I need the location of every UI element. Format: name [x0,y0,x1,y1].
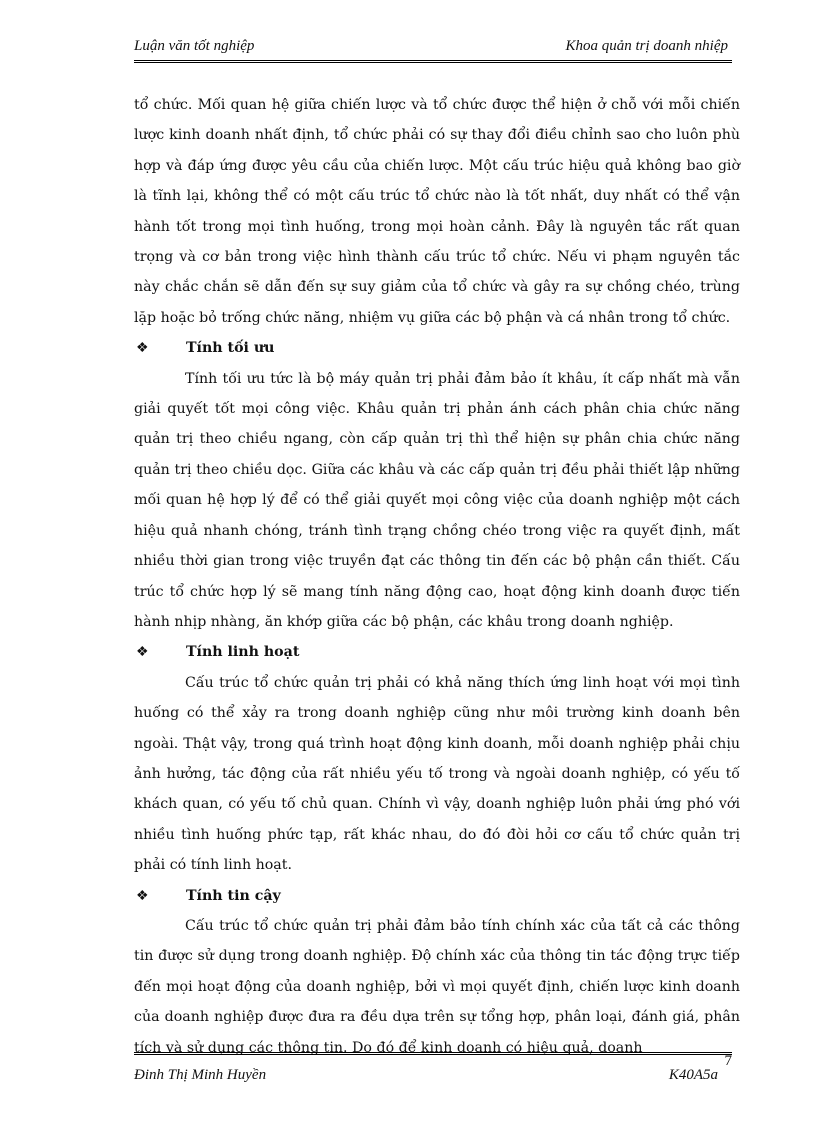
heading-text: Tính linh hoạt [186,644,300,661]
diamond-bullet-icon: ❖ [136,887,149,904]
paragraph-tin-cay: Cấu trúc tổ chức quản trị phải đảm bảo tính chính xác của tất cả các thông tin được sử dụng trong doanh nghiệp. Độ chính xác của thông tin tác động trực tiếp đến mọi hoạt động của doanh nghiệp, bởi vì mọi quyết định, chiến lược kinh doanh của doanh nghiệp được đưa ra đều dựa trên sự tổng hợp, phân loại, đánh giá, phân tích và sử dụng các thông tin. Do đó để kinh doanh có hiệu quả, doanh [134,917,740,1056]
paragraph-continuation: tổ chức. Mối quan hệ giữa chiến lược và tổ chức được thể hiện ở chỗ với mỗi chiến lược kinh doanh nhất định, tổ chức phải có sự thay đổi điều chỉnh sao cho luôn phù hợp và đáp ứng được yêu cầu của chiến lược. Một cấu trúc hiệu quả không bao giờ là tĩnh lại, không thể có một cấu trúc tổ chức nào là tốt nhất, duy nhất có thể vận hành tốt trong mọi tình huống, trong mọi hoàn cảnh. Đây là nguyên tắc rất quan trọng và cơ bản trong việc hình thành cấu trúc tổ chức. Nếu vi phạm nguyên tắc này chắc chắn sẽ dẫn đến sự suy giảm của tổ chức và gây ra sự chồng chéo, trùng lặp hoặc bỏ trống chức năng, nhiệm vụ giữa các bộ phận và cá nhân trong tổ chức. [134,97,740,326]
heading-text: Tính tối ưu [186,340,275,357]
section-heading-linh-hoat [134,637,740,667]
document-body [134,90,740,1063]
heading-text: Tính tin cậy [186,887,281,904]
diamond-bullet-icon: ❖ [136,340,149,357]
paragraph-toi-uu: Tính tối ưu tức là bộ máy quản trị phải đảm bảo ít khâu, ít cấp nhất mà vẫn giải quyết tốt mọi công việc. Khâu quản trị phản ánh cách phân chia chức năng quản trị theo chiều ngang, còn cấp quản trị thì thể hiện sự phân chia chức năng quản trị theo chiều dọc. Giữa các khâu và các cấp quản trị đều phải thiết lập những mối quan hệ hợp lý để có thể giải quyết mọi công việc của doanh nghiệp một cách hiệu quả nhanh chóng, tránh tình trạng chồng chéo trong việc ra quyết định, mất nhiều thời gian trong việc truyền đạt các thông tin đến các bộ phận cần thiết. Cấu trúc tổ chức hợp lý sẽ mang tính năng động cao, hoạt động kinh doanh được tiến hành nhịp nhàng, ăn khớp giữa các bộ phận, các khâu trong doanh nghiệp. [134,370,740,630]
footer-author: Đinh Thị Minh Huyền [134,1067,267,1083]
diamond-bullet-icon: ❖ [136,644,149,661]
section-heading-tin-cay [134,881,740,911]
paragraph-linh-hoat: Cấu trúc tổ chức quản trị phải có khả năng thích ứng linh hoạt với mọi tình huống có thể xảy ra trong doanh nghiệp cũng như môi trường kinh doanh bên ngoài. Thật vậy, trong quá trình hoạt động kinh doanh, mỗi doanh nghiệp phải chịu ảnh hưởng, tác động của rất nhiều yếu tố trong và ngoài doanh nghiệp, có yếu tố khách quan, có yếu tố chủ quan. Chính vì vậy, doanh nghiệp luôn phải ứng phó với nhiều tình huống phức tạp, rất khác nhau, do đó đòi hỏi cơ cấu tổ chức quản trị phải có tính linh hoạt. [134,674,740,874]
page-header [134,38,732,63]
page-footer [134,1052,732,1095]
page-number: 7 [724,1053,732,1069]
footer-class-code: K40A5a [668,1067,718,1083]
header-faculty: Khoa quản trị doanh nhiệp [565,38,728,54]
section-heading-toi-uu [134,333,740,363]
header-thesis-title: Luận văn tốt nghiệp [134,38,255,54]
